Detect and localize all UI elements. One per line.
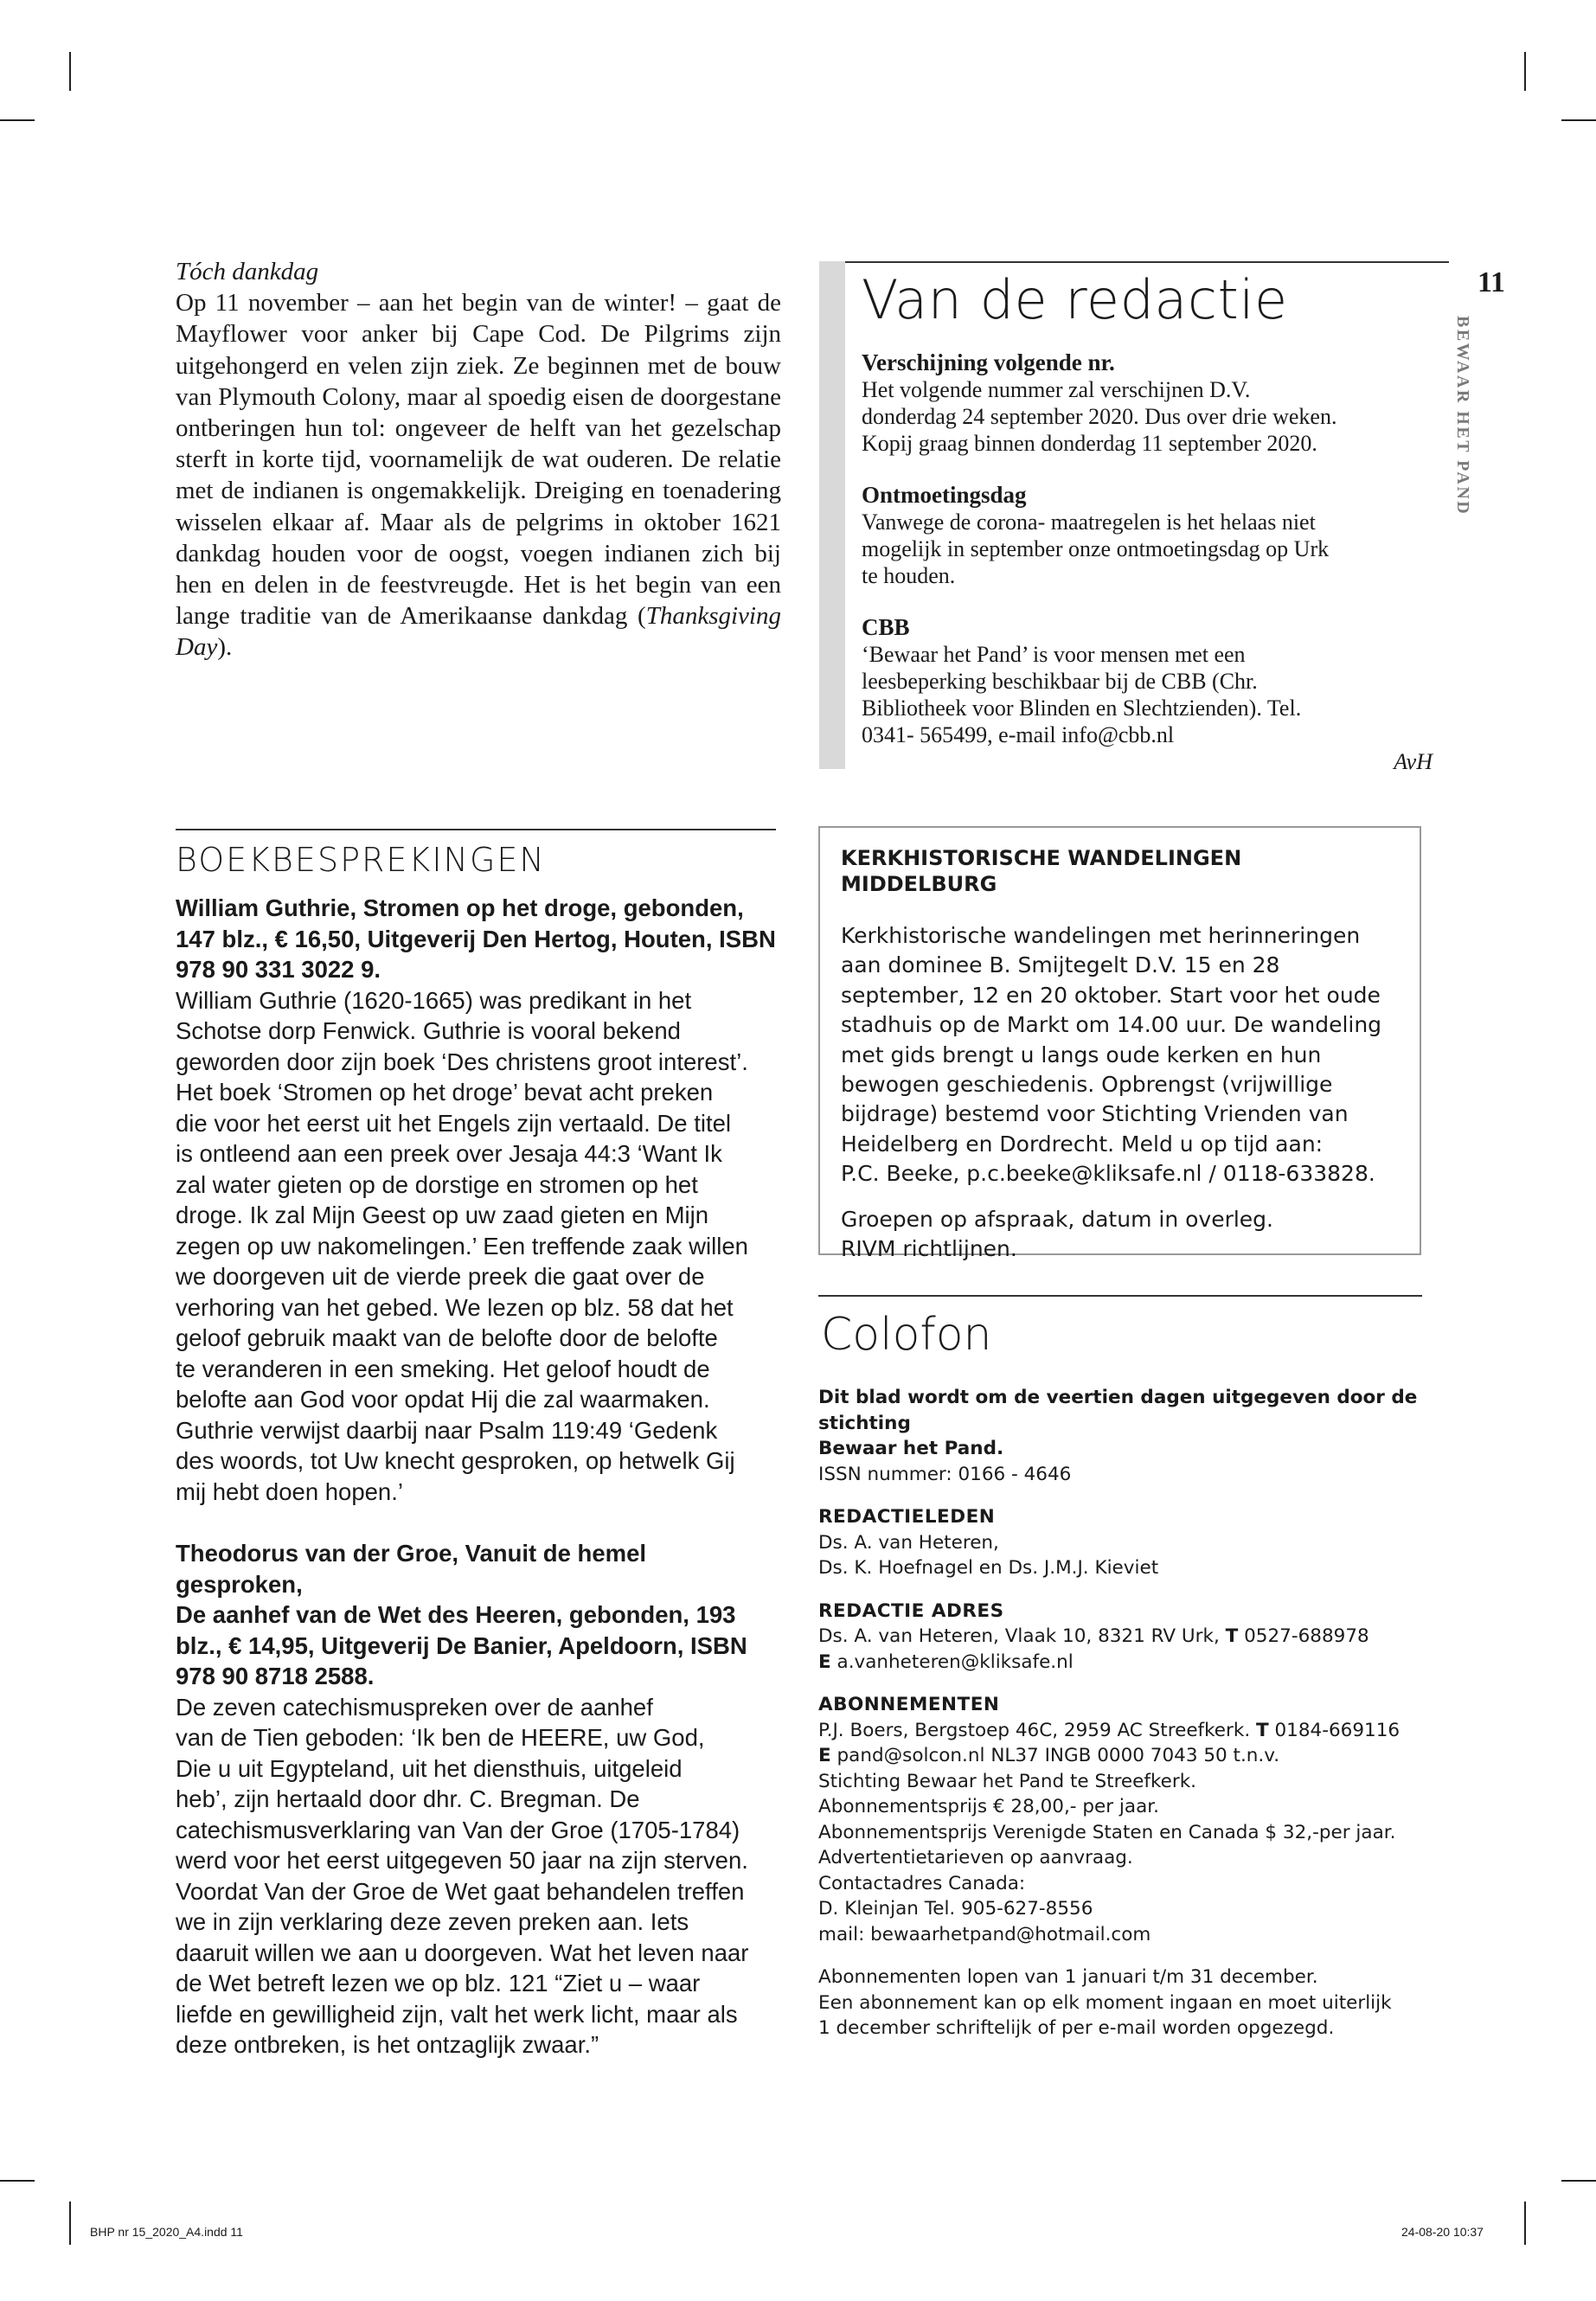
colophon-line <box>818 1624 1422 1650</box>
review-line: we doorgeven uit de vierde preek die gaat over de <box>176 1263 705 1290</box>
colophon <box>818 1295 1422 2041</box>
colophon-line: Stichting Bewaar het Pand te Streefkerk. <box>818 1770 1196 1792</box>
colophon-line: Advertentietarieven op aanvraag. <box>818 1847 1133 1868</box>
church-walks-box <box>818 826 1421 1262</box>
review-line: werd voor het eerst uitgegeven 50 jaar na zijn sterven. <box>176 1847 748 1874</box>
review-line: belofte aan God voor opdat Hij die zal waarmaken. <box>176 1386 710 1413</box>
colophon-intro: Bewaar het Pand. <box>818 1438 1004 1459</box>
review-line: te veranderen in een smeking. Het geloof houdt de <box>176 1355 710 1382</box>
review-line: Schotse dorp Fenwick. Guthrie is vooral bekend <box>176 1017 681 1044</box>
colophon-line <box>818 1718 1422 1744</box>
church-walks-line: RIVM richtlijnen. <box>841 1236 1017 1262</box>
colophon-line: Contactadres Canada: <box>818 1872 1026 1894</box>
colophon-label: T <box>1256 1719 1269 1741</box>
colophon-address-text: P.J. Boers, Bergstoep 46C, 2959 AC Streefkerk. <box>818 1719 1256 1741</box>
colophon-title: Colofon <box>821 1309 992 1361</box>
crop-mark-top-right-h <box>1561 119 1596 121</box>
editorial-box <box>819 261 1433 774</box>
review-line: is ontleend aan een preek over Jesaja 44:3 ‘Want Ik <box>176 1140 722 1167</box>
review-line: deze ontbreken, is het ontzaglijk zwaar.” <box>176 2031 599 2058</box>
book-reviews <box>176 829 776 2061</box>
review-line: daaruit willen we aan u doorgeven. Wat het leven naar <box>176 1939 749 1966</box>
review-line: des woords, tot Uw knecht gesproken, op hetwelk Gij <box>176 1447 735 1474</box>
review-line: mij hebt doen hopen.’ <box>176 1477 403 1505</box>
editorial-line: mogelijk in september onze ontmoetingsdag op Urk <box>862 536 1330 561</box>
article-body-italic: Thanksgiving Day <box>176 602 781 662</box>
church-walks-line: met gids brengt u langs oude kerken en hun <box>841 1042 1322 1067</box>
colophon-email: a.vanheteren@kliksafe.nl <box>830 1650 1074 1673</box>
book-reviews-title: BOEKBESPREKINGEN <box>176 841 546 879</box>
crop-mark-top-left-h <box>0 119 35 121</box>
church-walks-line: bewogen geschiedenis. Opbrengst (vrijwillige <box>841 1072 1333 1098</box>
review-heading: blz., € 14,95, Uitgeverij De Banier, Apeldoorn, ISBN <box>176 1631 747 1659</box>
church-walks-line: Kerkhistorische wandelingen met herinneringen <box>841 923 1361 948</box>
slug-file-info: BHP nr 15_2020_A4.indd 11 <box>90 2225 243 2239</box>
colophon-subheading: ABONNEMENTEN <box>818 1694 1000 1715</box>
editorial-section-heading: Verschijning volgende nr. <box>862 349 1115 375</box>
church-walks-line: aan dominee B. Smijtegelt D.V. 15 en 28 <box>841 952 1280 978</box>
review-line: Die u uit Egypteland, uit het diensthuis, uitgeleid <box>176 1754 683 1782</box>
review-line: zal water gieten op de dorstige en stromen op het <box>176 1170 698 1198</box>
colophon-line: Ds. A. van Heteren, <box>818 1531 999 1554</box>
editorial-line: Bibliotheek voor Blinden en Slechtzienden). Tel. <box>862 695 1302 721</box>
colophon-subheading: REDACTIELEDEN <box>818 1506 996 1528</box>
review-heading: Theodorus van der Groe, Vanuit de hemel gesproken, <box>176 1540 647 1598</box>
review-line: Voordat Van der Groe de Wet gaat behandelen treffen <box>176 1877 745 1905</box>
editorial-section-heading: CBB <box>862 614 910 640</box>
church-walks-line: Heidelberg en Dordrecht. Meld u op tijd aan: <box>841 1131 1324 1157</box>
editorial-signature: AvH <box>1394 749 1433 774</box>
colophon-line: Een abonnement kan op elk moment ingaan en moet uiterlijk <box>818 1991 1392 2014</box>
review-line: de Wet betreft lezen we op blz. 121 “Ziet u – waar <box>176 1970 701 1997</box>
review-line: geworden door zijn boek ‘Des christens groot interest’. <box>176 1048 748 1075</box>
colophon-line: Ds. K. Hoefnagel en Ds. J.M.J. Kieviet <box>818 1557 1159 1579</box>
colophon-subheading: REDACTIE ADRES <box>818 1599 1004 1622</box>
crop-mark-bottom-left-h <box>0 2180 35 2182</box>
crop-mark-top-left-v <box>69 52 71 91</box>
colophon-line <box>818 1743 1422 1769</box>
colophon-label: E <box>818 1650 831 1673</box>
colophon-line: D. Kleinjan Tel. 905-627-8556 <box>818 1898 1093 1920</box>
colophon-line <box>818 1650 1422 1676</box>
review-heading: De aanhef van de Wet des Heeren, gebonden, 193 <box>176 1601 736 1628</box>
colophon-label: T <box>1225 1625 1239 1647</box>
article-body-text: Op 11 november – aan het begin van de winter! – gaat de Mayflower voor anker bij Cape Cod. De Pilgrims zijn uitgehongerd en velen zijn ziek. Ze beginnen met de bouw van Plymouth Colony, maar al spoedig eisen de doorgestane ontberingen hun tol: ongeveer de helft van het gezelschap sterft in korte tijd, voornamelijk de wat ouderen. De relatie met de indianen is ongemakkelijk. Dreiging en toenadering wisselen elkaar af. Maar als de pelgrims in oktober 1621 dankdag houden voor de oogst, voegen indianen zich bij hen en delen in de feestvreugde. Het is het begin van een lange traditie van de Amerikaanse dankdag ( <box>176 289 781 631</box>
crop-mark-bottom-left-v <box>69 2202 71 2245</box>
editorial-line: ‘Bewaar het Pand’ is voor mensen met een <box>862 642 1246 667</box>
review-line: we in zijn verklaring deze zeven preken aan. Iets <box>176 1908 689 1935</box>
review-line: die voor het eerst uit het Engels zijn vertaald. De titel <box>176 1109 732 1137</box>
colophon-intro: Dit blad wordt om de veertien dagen uitgegeven door de stichting <box>818 1387 1418 1434</box>
crop-mark-top-right-v <box>1524 52 1526 91</box>
running-head <box>1453 316 1491 523</box>
running-head-text: BEWAAR HET PAND <box>1453 316 1472 516</box>
church-walks-line: P.C. Beeke, p.c.beeke@kliksafe.nl / 0118-633828. <box>841 1161 1375 1187</box>
editorial-section-heading: Ontmoetingsdag <box>862 482 1027 508</box>
page-number: 11 <box>1477 266 1506 298</box>
review-line: geloof gebruik maakt van de belofte door de belofte <box>176 1324 718 1351</box>
editorial-content <box>862 268 1433 775</box>
review-line: Het boek ‘Stromen op het droge’ bevat acht preken <box>176 1079 714 1106</box>
colophon-line: 1 december schriftelijk of per e-mail worden opgezegd. <box>818 2017 1335 2039</box>
colophon-line: Abonnementsprijs Verenigde Staten en Canada $ 32,-per jaar. <box>818 1821 1396 1843</box>
church-walks-title: KERKHISTORISCHE WANDELINGEN MIDDELBURG <box>841 846 1242 896</box>
review-line: William Guthrie (1620-1665) was predikant in het <box>176 986 692 1014</box>
editorial-title: Van de redactie <box>862 268 1288 331</box>
editorial-line: te houden. <box>862 563 956 588</box>
review-line: verhoring van het gebed. We lezen op blz. 58 dat het <box>176 1293 734 1321</box>
editorial-side-bar <box>819 261 845 769</box>
crop-mark-bottom-right-h <box>1561 2180 1596 2182</box>
colophon-issn: ISSN nummer: 0166 - 4646 <box>818 1463 1072 1485</box>
colophon-line: mail: bewaarhetpand@hotmail.com <box>818 1923 1151 1945</box>
article-body-end: ). <box>217 633 233 662</box>
colophon-email: pand@solcon.nl NL37 INGB 0000 7043 50 t.n.v. <box>830 1745 1280 1766</box>
review-line: heb’, zijn hertaald door dhr. C. Bregman. De <box>176 1785 640 1812</box>
review-line: Guthrie verwijst daarbij naar Psalm 119:49 ‘Gedenk <box>176 1416 718 1444</box>
article-body <box>176 287 781 663</box>
colophon-line: Abonnementsprijs € 28,00,- per jaar. <box>818 1796 1159 1817</box>
section-rule <box>818 1295 1422 1297</box>
review-heading: 978 90 8718 2588. <box>176 1663 375 1689</box>
review-line: droge. Ik zal Mijn Geest op uw zaad gieten en Mijn <box>176 1202 709 1228</box>
editorial-top-rule <box>845 261 1449 263</box>
article-title: Tóch dankdag <box>176 258 319 285</box>
article-toch-dankdag <box>176 256 781 663</box>
review-heading: William Guthrie, Stromen op het droge, gebonden, <box>176 894 744 921</box>
editorial-line: leesbeperking beschikbaar bij de CBB (Chr. <box>862 669 1258 694</box>
review-line: De zeven catechismuspreken over de aanhef <box>176 1693 653 1721</box>
review-line: zegen op uw nakomelingen.’ Een treffende zaak willen <box>176 1232 748 1259</box>
section-rule <box>176 829 776 830</box>
editorial-line: Het volgende nummer zal verschijnen D.V. <box>862 377 1251 402</box>
editorial-line: donderdag 24 september 2020. Dus over drie weken. <box>862 404 1337 429</box>
editorial-line: Vanwege de corona- maatregelen is het helaas niet <box>862 510 1316 535</box>
review-heading: 147 blz., € 16,50, Uitgeverij Den Hertog, Houten, ISBN <box>176 925 776 952</box>
colophon-label: E <box>818 1745 831 1766</box>
colophon-address-text: Ds. A. van Heteren, Vlaak 10, 8321 RV Urk, <box>818 1625 1226 1647</box>
colophon-line: Abonnementen lopen van 1 januari t/m 31 december. <box>818 1966 1318 1988</box>
church-walks-line: Groepen op afspraak, datum in overleg. <box>841 1206 1273 1232</box>
church-walks-line: bijdrage) bestemd voor Stichting Vrienden van <box>841 1101 1349 1127</box>
church-walks-line: september, 12 en 20 oktober. Start voor het oude <box>841 982 1381 1008</box>
slug-date-time: 24-08-20 10:37 <box>1401 2225 1484 2239</box>
review-line: van de Tien geboden: ‘Ik ben de HEERE, uw God, <box>176 1724 705 1751</box>
review-line: liefde en gewilligheid zijn, valt het werk licht, maar als <box>176 2000 738 2028</box>
colophon-phone: 0184-669116 <box>1268 1719 1401 1741</box>
review-line: catechismusverklaring van Van der Groe (1705-1784) <box>176 1816 740 1843</box>
crop-mark-bottom-right-v <box>1524 2202 1526 2245</box>
editorial-line: 0341- 565499, e-mail info@cbb.nl <box>862 722 1175 747</box>
editorial-line: Kopij graag binnen donderdag 11 september 2020. <box>862 431 1317 456</box>
review-heading: 978 90 331 3022 9. <box>176 956 381 983</box>
church-walks-line: stadhuis op de Markt om 14.00 uur. De wandeling <box>841 1012 1382 1038</box>
colophon-phone: 0527-688978 <box>1238 1625 1369 1647</box>
